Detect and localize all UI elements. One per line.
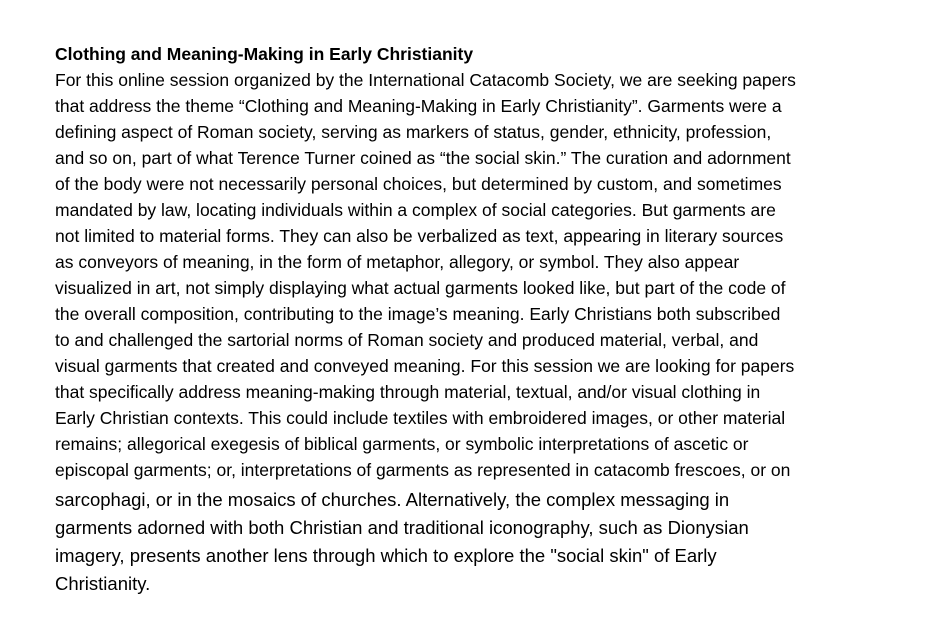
document-title: Clothing and Meaning-Making in Early Christianity (55, 44, 474, 64)
body-line: and so on, part of what Terence Turner coined as “the social skin.” The curation and adornment (55, 148, 791, 168)
body-line: imagery, presents another lens through which to explore the "social skin" of Early (55, 545, 717, 566)
body-line: of the body were not necessarily personal choices, but determined by custom, and sometimes (55, 174, 782, 194)
body-line: not limited to material forms. They can also be verbalized as text, appearing in literary sources (55, 226, 784, 246)
body-line: that specifically address meaning-making through material, textual, and/or visual clothing in (55, 382, 761, 402)
body-line: remains; allegorical exegesis of biblical garments, or symbolic interpretations of ascetic or (55, 434, 749, 454)
body-line: the overall composition, contributing to the image’s meaning. Early Christians both subscribed (55, 304, 781, 324)
body-line: Early Christian contexts. This could include textiles with embroidered images, or other material (55, 408, 786, 428)
body-paragraph (55, 67, 895, 598)
body-line: visual garments that created and conveyed meaning. For this session we are looking for papers (55, 356, 795, 376)
body-line: episcopal garments; or, interpretations of garments as represented in catacomb frescoes, or on (55, 460, 791, 480)
body-line: mandated by law, locating individuals within a complex of social categories. But garments are (55, 200, 776, 220)
body-line: that address the theme “Clothing and Meaning-Making in Early Christianity”. Garments were a (55, 96, 782, 116)
body-line: to and challenged the sartorial norms of Roman society and produced material, verbal, and (55, 330, 759, 350)
body-line: visualized in art, not simply displaying what actual garments looked like, but part of the code of (55, 278, 786, 298)
document (55, 41, 895, 598)
body-line: defining aspect of Roman society, serving as markers of status, gender, ethnicity, profession, (55, 122, 772, 142)
body-line: Christianity. (55, 573, 151, 594)
body-line: as conveyors of meaning, in the form of metaphor, allegory, or symbol. They also appear (55, 252, 740, 272)
body-line: garments adorned with both Christian and traditional iconography, such as Dionysian (55, 517, 749, 538)
body-line: sarcophagi, or in the mosaics of churches. Alternatively, the complex messaging in (55, 489, 730, 510)
body-line: For this online session organized by the International Catacomb Society, we are seeking papers (55, 70, 796, 90)
